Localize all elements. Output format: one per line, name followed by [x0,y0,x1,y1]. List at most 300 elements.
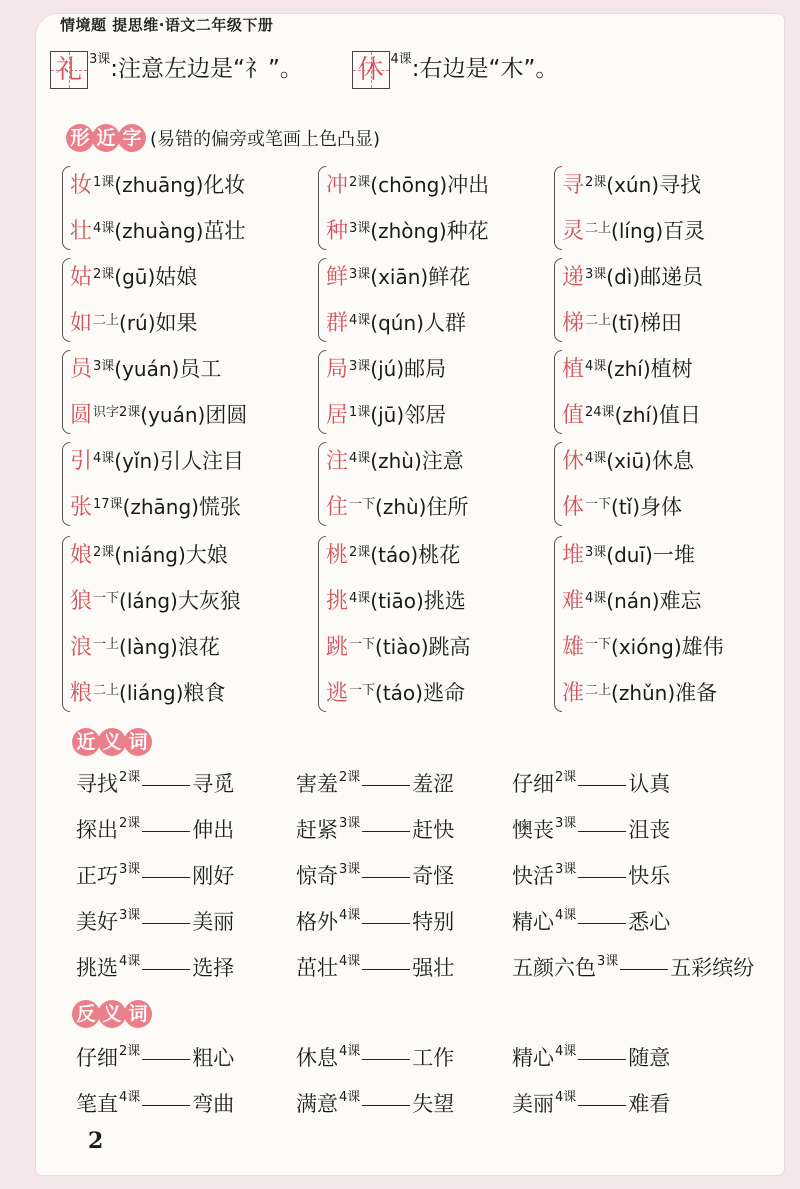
entry-pinyin: (xún) [606,173,660,197]
entry-char: 寻 [562,173,585,198]
lesson-tag: 4课 [339,1090,361,1105]
char-entry [62,670,241,716]
synonym-pair [76,814,234,844]
entry-word: 浪花 [177,635,220,659]
lesson-tag: 2课 [349,545,371,560]
word-a: 精心 [512,1046,554,1070]
group-bracket [554,258,562,342]
entry-pinyin: (tiào) [375,635,429,659]
word-b: 粗心 [192,1046,235,1070]
lesson-tag: 二上 [93,683,120,698]
dash-line [578,923,626,924]
entry-word: 鲜花 [428,265,471,289]
word-b: 沮丧 [628,818,671,842]
dash-line [362,877,410,878]
lesson-tag: 2课 [555,770,577,785]
lesson-tag: 3课 [93,359,115,374]
word-a: 美丽 [512,1092,554,1116]
entry-pinyin: (yuán) [114,357,180,381]
entry-word: 邮递员 [640,265,704,289]
lesson-tag: 3课 [119,862,141,877]
lesson-tag: 3课 [349,221,371,236]
entry-char: 准 [562,681,585,706]
word-a: 精心 [512,910,554,934]
group-bracket [318,442,326,526]
lesson-tag: 3课 [349,359,371,374]
group-bracket [554,350,562,434]
word-b: 随意 [628,1046,671,1070]
entry-pinyin: (zhí) [606,357,651,381]
lesson-tag: 4课 [349,451,371,466]
section-pill: 词 [124,1000,152,1028]
dash-line [620,969,668,970]
lesson-tag: 3课 [119,908,141,923]
char-entry [62,254,198,300]
lesson-tag: 4课 [585,451,607,466]
char-entry [554,532,724,578]
synonym-pair [512,860,670,890]
lesson-tag: 4课 [585,591,607,606]
char-entry [62,162,245,208]
entry-pinyin: (tǐ) [611,495,641,519]
entry-word: 值日 [658,403,701,427]
lesson-tag: 3课 [585,545,607,560]
lesson-tag: 4课 [339,954,361,969]
section-pill: 形 [66,124,94,152]
entry-pinyin: (làng) [119,635,178,659]
entry-word: 注意 [421,449,464,473]
char-entry [318,578,471,624]
section-note: (易错的偏旁或笔画上色凸显) [150,129,381,150]
entry-char: 桃 [326,543,349,568]
word-b: 弯曲 [192,1092,235,1116]
word-b: 难看 [628,1092,671,1116]
entry-char: 张 [70,495,93,520]
dash-line [142,785,190,786]
dash-line [362,969,410,970]
section-pill: 反 [72,1000,100,1028]
word-a: 懊丧 [512,818,554,842]
char-group [554,162,705,254]
char-entry [318,254,470,300]
char-entry [318,532,471,578]
group-bracket [554,536,562,712]
char-entry [62,484,244,530]
entry-word: 如果 [155,311,198,335]
entry-char: 休 [562,449,585,474]
note-text: :右边是“木”。 [411,56,559,82]
section-pill: 字 [118,124,146,152]
char-entry [318,346,446,392]
lesson-tag: 3课 [349,267,371,282]
char-entry [554,392,701,438]
entry-word: 姑娘 [155,265,198,289]
char-group [62,438,244,530]
note-char-box [50,51,88,89]
word-a: 赶紧 [296,818,338,842]
word-b: 强壮 [412,956,455,980]
char-group [62,346,247,438]
char-group [62,254,198,346]
synonym-pair [76,906,234,936]
char-entry [62,346,247,392]
synonym-pair [76,952,234,982]
char-entry [62,208,245,254]
entry-word: 邻居 [404,403,447,427]
entry-pinyin: (zhí) [614,403,659,427]
entry-pinyin: (gū) [114,265,156,289]
entry-pinyin: (nán) [606,589,660,613]
dash-line [578,831,626,832]
lesson-tag: 3课 [585,267,607,282]
antonym-pair [76,1042,234,1072]
entry-word: 梯田 [640,311,683,335]
char-entry [318,162,489,208]
lesson-tag: 4课 [555,908,577,923]
note-char-box [352,51,390,89]
entry-pinyin: (duī) [606,543,653,567]
char-entry [318,624,471,670]
entry-word: 休息 [651,449,694,473]
lesson-tag: 2课 [119,770,141,785]
dash-line [142,923,190,924]
entry-char: 圆 [70,403,93,428]
lesson-tag: 2课 [119,1044,141,1059]
section-pill: 近 [92,124,120,152]
section-similar-chars [66,124,380,152]
entry-pinyin: (niáng) [114,543,186,567]
word-b: 特别 [412,910,455,934]
dash-line [362,1105,410,1106]
synonym-pair [76,860,234,890]
entry-pinyin: (zhuāng) [114,173,204,197]
lesson-tag: 4课 [93,221,115,236]
dash-line [578,1059,626,1060]
char-group [318,254,470,346]
page-header: 情境题 提思维·语文二年级下册 [60,16,274,34]
entry-pinyin: (zhǔn) [611,681,676,705]
lesson-tag: 2课 [93,267,115,282]
entry-pinyin: (dì) [606,265,641,289]
entry-char: 居 [326,403,349,428]
word-b: 赶快 [412,818,455,842]
word-a: 仔细 [512,772,554,796]
lesson-tag: 4课 [349,313,371,328]
char-entry [554,254,703,300]
lesson-tag: 2课 [119,816,141,831]
lesson-tag: 3课 [555,862,577,877]
word-a: 休息 [296,1046,338,1070]
entry-pinyin: (táo) [370,543,419,567]
lesson-tag: 4课 [93,451,115,466]
entry-word: 百灵 [663,219,706,243]
lesson-tag: 1课 [93,175,115,190]
char-entry [318,438,469,484]
char-entry [318,392,446,438]
char-entry [554,162,705,208]
entry-word: 一堆 [652,543,695,567]
lesson-tag: 4课 [119,954,141,969]
char-entry [318,208,489,254]
entry-pinyin: (yǐn) [114,449,160,473]
antonym-pair [296,1088,454,1118]
lesson-tag: 4课 [339,908,361,923]
entry-pinyin: (xiān) [370,265,429,289]
word-a: 茁壮 [296,956,338,980]
entry-char: 局 [326,357,349,382]
char-entry [318,670,471,716]
entry-pinyin: (chōng) [370,173,448,197]
lesson-tag: 2课 [349,175,371,190]
char-entry [62,624,241,670]
word-a: 美好 [76,910,118,934]
dash-line [362,831,410,832]
entry-word: 难忘 [659,589,702,613]
lesson-tag: 3课 [89,52,111,67]
entry-pinyin: (tiāo) [370,589,424,613]
entry-char: 狼 [70,589,93,614]
char-entry [554,346,701,392]
entry-pinyin: (jú) [370,357,405,381]
entry-char: 挑 [326,589,349,614]
entry-word: 准备 [675,681,718,705]
entry-char: 难 [562,589,585,614]
entry-char: 引 [70,449,93,474]
dash-line [362,785,410,786]
entry-word: 员工 [179,357,222,381]
word-b: 五彩缤纷 [670,956,755,980]
char-group [554,438,694,530]
entry-word: 邮局 [404,357,447,381]
dash-line [142,1105,190,1106]
entry-word: 跳高 [428,635,471,659]
lesson-tag: 4课 [555,1044,577,1059]
word-a: 挑选 [76,956,118,980]
entry-char: 如 [70,311,93,336]
entry-word: 团圆 [205,403,248,427]
note-text: :注意左边是“礻”。 [110,56,303,82]
char-entry [62,532,241,578]
section-synonyms [72,728,150,756]
lesson-tag: 一下 [93,591,120,606]
char-entry [554,624,724,670]
entry-word: 逃命 [422,681,465,705]
group-bracket [62,442,70,526]
entry-char: 雄 [562,635,585,660]
entry-char: 注 [326,449,349,474]
word-b: 奇怪 [412,864,455,888]
char-entry [554,484,694,530]
entry-char: 值 [562,403,585,428]
entry-char: 梯 [562,311,585,336]
char-entry [62,438,244,484]
entry-word: 植树 [650,357,693,381]
word-a: 满意 [296,1092,338,1116]
lesson-tag: 识字2课 [93,405,141,420]
synonym-pair [512,814,670,844]
entry-char: 逃 [326,681,349,706]
char-group [62,532,241,716]
dash-line [142,877,190,878]
lesson-tag: 4课 [390,52,412,67]
lesson-tag: 一下 [585,497,612,512]
synonym-pair [512,768,670,798]
synonym-pair [76,768,234,798]
word-a: 快活 [512,864,554,888]
word-b: 认真 [628,772,671,796]
group-bracket [318,350,326,434]
antonym-pair [512,1088,670,1118]
group-bracket [318,166,326,250]
char-group [318,346,446,438]
char-group [62,162,245,254]
entry-char: 种 [326,219,349,244]
section-pill: 词 [124,728,152,756]
section-antonyms [72,1000,150,1028]
lesson-tag: 4课 [585,359,607,374]
group-bracket [318,258,326,342]
word-b: 羞涩 [412,772,455,796]
dash-line [578,1105,626,1106]
antonym-pair [512,1042,670,1072]
char-group [554,346,701,438]
char-group [318,162,489,254]
entry-pinyin: (tī) [611,311,641,335]
entry-word: 身体 [640,495,683,519]
group-bracket [62,536,70,712]
lesson-tag: 一下 [349,637,376,652]
note-char: 礼 [55,54,82,85]
word-b: 伸出 [192,818,235,842]
char-entry [554,300,703,346]
synonym-pair [296,860,454,890]
entry-word: 住所 [426,495,469,519]
entry-pinyin: (xiū) [606,449,652,473]
word-a: 惊奇 [296,864,338,888]
entry-word: 桃花 [418,543,461,567]
entry-char: 鲜 [326,265,349,290]
entry-pinyin: (láng) [119,589,178,613]
entry-word: 大娘 [185,543,228,567]
lesson-tag: 2课 [585,175,607,190]
notes-line [50,50,558,89]
entry-pinyin: (yuán) [140,403,206,427]
entry-word: 挑选 [423,589,466,613]
lesson-tag: 17课 [93,497,123,512]
section-pill: 义 [98,728,126,756]
word-a: 五颜六色 [512,956,596,980]
entry-pinyin: (liáng) [119,681,184,705]
entry-char: 浪 [70,635,93,660]
char-group [554,532,724,716]
group-bracket [554,166,562,250]
dash-line [578,877,626,878]
char-entry [318,484,469,530]
group-bracket [318,536,326,712]
antonym-pair [296,1042,454,1072]
lesson-tag: 2课 [93,545,115,560]
char-entry [318,300,470,346]
dash-line [578,785,626,786]
entry-word: 寻找 [659,173,702,197]
lesson-tag: 一下 [349,497,376,512]
char-entry [554,670,724,716]
entry-char: 娘 [70,543,93,568]
char-entry [62,578,241,624]
group-bracket [554,442,562,526]
entry-word: 引人注目 [159,449,244,473]
word-b: 选择 [192,956,235,980]
synonym-pair [512,906,670,936]
lesson-tag: 二上 [585,683,612,698]
lesson-tag: 2课 [339,770,361,785]
char-entry [554,208,705,254]
word-a: 探出 [76,818,118,842]
entry-word: 人群 [423,311,466,335]
char-group [318,438,469,530]
entry-char: 体 [562,495,585,520]
entry-word: 粮食 [183,681,226,705]
lesson-tag: 3课 [555,816,577,831]
lesson-tag: 4课 [339,1044,361,1059]
lesson-tag: 24课 [585,405,615,420]
word-b: 寻觅 [192,772,235,796]
entry-char: 姑 [70,265,93,290]
dash-line [142,1059,190,1060]
entry-pinyin: (zhù) [370,449,422,473]
dash-line [362,1059,410,1060]
word-a: 害羞 [296,772,338,796]
lesson-tag: 二上 [93,313,120,328]
entry-word: 化妆 [203,173,246,197]
entry-char: 堆 [562,543,585,568]
synonym-pair [296,952,454,982]
note-char: 休 [357,54,384,85]
entry-pinyin: (xióng) [611,635,682,659]
entry-word: 慌张 [198,495,241,519]
lesson-tag: 4课 [349,591,371,606]
entry-pinyin: (líng) [611,219,664,243]
dash-line [362,923,410,924]
antonym-pair [76,1088,234,1118]
entry-pinyin: (táo) [375,681,423,705]
entry-char: 粮 [70,681,93,706]
synonym-pair [296,906,454,936]
entry-char: 住 [326,495,349,520]
synonym-pair [512,952,754,982]
entry-char: 冲 [326,173,349,198]
lesson-tag: 4课 [555,1090,577,1105]
entry-pinyin: (qún) [370,311,424,335]
char-entry [62,300,198,346]
group-bracket [62,350,70,434]
word-b: 刚好 [192,864,235,888]
word-a: 格外 [296,910,338,934]
entry-pinyin: (zhāng) [122,495,199,519]
group-bracket [62,166,70,250]
entry-pinyin: (zhòng) [370,219,447,243]
entry-word: 茁壮 [203,219,246,243]
word-a: 笔直 [76,1092,118,1116]
lesson-tag: 一上 [93,637,120,652]
entry-char: 灵 [562,219,585,244]
lesson-tag: 一下 [349,683,376,698]
entry-char: 壮 [70,219,93,244]
lesson-tag: 二上 [585,221,612,236]
word-a: 寻找 [76,772,118,796]
entry-pinyin: (rú) [119,311,156,335]
lesson-tag: 3课 [597,954,619,969]
